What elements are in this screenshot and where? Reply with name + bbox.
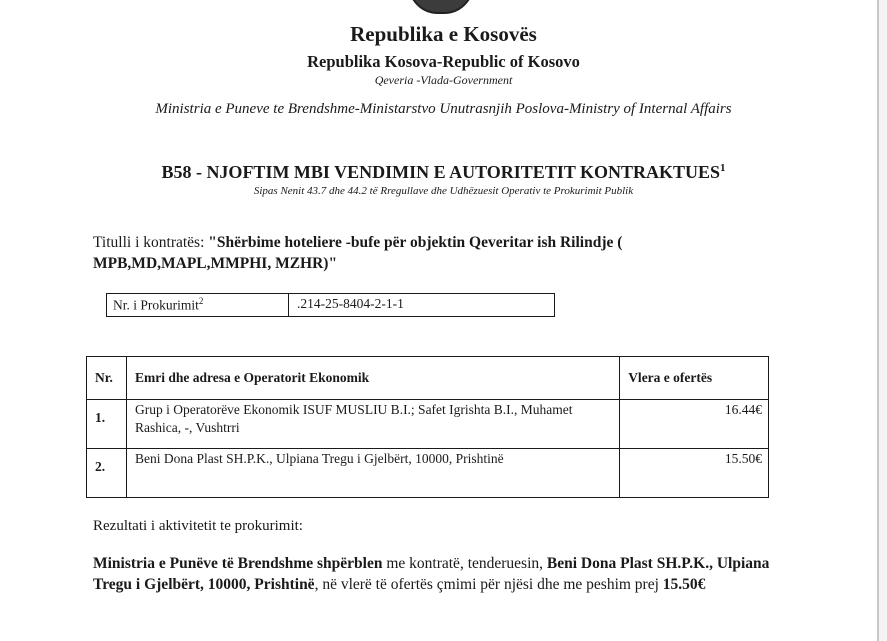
contract-title-value: "Shërbime hoteliere -bufe për objektin Qeveritar ish Rilindje ( MPB,MD,MAPL,MMPHI, MZHR)" — [93, 234, 623, 272]
coat-of-arms-emblem — [408, 0, 474, 14]
header-offer-value: Vlera e ofertës — [620, 357, 769, 400]
offers-table — [86, 356, 769, 498]
header-operator-name: Emri dhe adresa e Operatorit Ekonomik — [126, 357, 619, 400]
page-edge-line — [877, 0, 879, 641]
result-mid-2: , në vlerë të ofertës çmimi për njësi dhe me peshim prej — [314, 576, 663, 593]
header-nr: Nr. — [87, 357, 127, 400]
page-edge-shadow — [879, 0, 887, 641]
contract-title-label: Titulli i kontratës: — [93, 234, 209, 251]
republic-title: Republika e Kosovës — [350, 22, 537, 46]
procurement-number-value: .214-25-8404-2-1-1 — [297, 296, 404, 311]
notice-title — [0, 162, 887, 183]
notice-subtitle: Sipas Nenit 43.7 dhe 44.2 të Rregullave dhe Udhëzuesit Operativ te Prokurimit Publik — [253, 185, 634, 197]
procurement-number-box — [106, 293, 555, 317]
ministry-line: Ministria e Puneve te Brendshme-Ministarstvo Unutrasnjih Poslova-Ministry of Internal Affairs — [155, 101, 732, 117]
table-row — [87, 400, 769, 449]
result-mid-1: me kontratë, tenderuesin, — [382, 555, 547, 572]
procurement-number-label: Nr. i Prokurimit — [113, 297, 199, 313]
notice-title-footnote: 1 — [720, 162, 726, 174]
result-label: Rezultati i aktivitetit te prokurimit: — [93, 518, 303, 534]
result-text — [93, 553, 793, 595]
result-amount: 15.50€ — [662, 576, 706, 593]
result-ministry: Ministria e Punëve të Brendshme shpërblen — [93, 555, 383, 572]
contract-title — [93, 232, 793, 274]
row-nr: 1. — [87, 400, 127, 449]
row-nr: 2. — [87, 449, 127, 498]
republic-multilingual-title: Republika Kosova-Republic of Kosovo — [307, 52, 580, 71]
table-row — [87, 449, 769, 498]
notice-title-text: B58 - NJOFTIM MBI VENDIMIN E AUTORITETIT KONTRAKTUES — [161, 162, 721, 182]
procurement-number-footnote: 2 — [198, 296, 204, 306]
procurement-number-label-cell — [107, 294, 289, 316]
offers-table-header-row — [87, 357, 769, 400]
row-operator-name: Grup i Operatorëve Ekonomik ISUF MUSLIU B.I.; Safet Igrishta B.I., Muhamet Rashica, -, Vushtrri — [126, 400, 619, 449]
government-line: Qeveria -Vlada-Government — [374, 73, 513, 87]
row-offer-value: 15.50€ — [620, 449, 769, 498]
result-winner: Beni Dona Plast SH.P.K., Ulpiana Tregu i Gjelbërt, 10000, Prishtinë — [93, 555, 770, 593]
row-offer-value: 16.44€ — [620, 400, 769, 449]
row-operator-name: Beni Dona Plast SH.P.K., Ulpiana Tregu i Gjelbërt, 10000, Prishtinë — [126, 449, 619, 498]
